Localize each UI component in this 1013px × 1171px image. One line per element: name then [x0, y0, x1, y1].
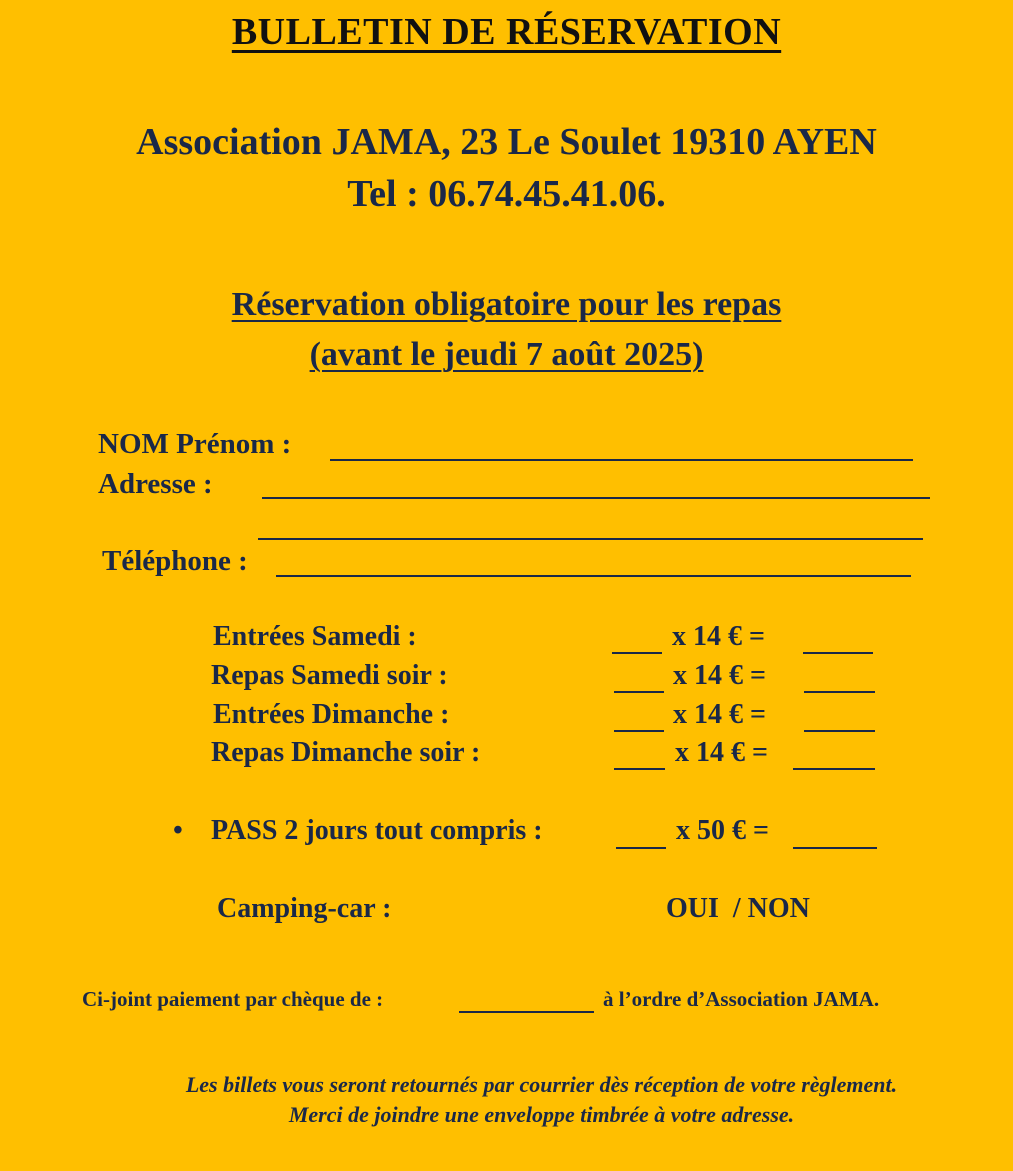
payment-amount-field[interactable] — [459, 1011, 594, 1013]
item-price: x 14 € = — [672, 621, 765, 652]
item-total-field[interactable] — [803, 652, 873, 654]
notice-line-2: (avant le jeudi 7 août 2025) — [309, 336, 704, 373]
association-phone: Tel : 06.74.45.41.06. — [347, 173, 666, 215]
item-label: Repas Dimanche soir : — [211, 737, 481, 768]
form-title: BULLETIN DE RÉSERVATION — [231, 11, 782, 53]
phone-label: Téléphone : — [102, 545, 248, 577]
item-total-field[interactable] — [793, 768, 875, 770]
item-quantity-field[interactable] — [612, 652, 662, 654]
name-field[interactable] — [330, 459, 913, 461]
payment-suffix: à l’ordre d’Association JAMA. — [603, 987, 880, 1011]
item-label: Entrées Dimanche : — [213, 699, 450, 730]
pass-label: PASS 2 jours tout compris : — [211, 815, 543, 846]
item-quantity-field[interactable] — [614, 691, 664, 693]
item-total-field[interactable] — [804, 730, 875, 732]
bullet-icon: • — [173, 815, 183, 846]
footer-note-line-2: Merci de joindre une enveloppe timbrée à votre adresse. — [288, 1102, 795, 1127]
name-label: NOM Prénom : — [98, 428, 292, 460]
item-price: x 14 € = — [675, 737, 768, 768]
item-price: x 14 € = — [673, 660, 766, 691]
pass-quantity-field[interactable] — [616, 847, 666, 849]
notice-line-1: Réservation obligatoire pour les repas — [231, 286, 782, 323]
item-label: Entrées Samedi : — [213, 621, 417, 652]
item-price: x 14 € = — [673, 699, 766, 730]
pass-price: x 50 € = — [676, 815, 769, 846]
phone-field[interactable] — [276, 575, 911, 577]
camping-label: Camping-car : — [217, 893, 392, 924]
footer-note-line-1: Les billets vous seront retournés par courrier dès réception de votre règlement. — [185, 1072, 898, 1097]
item-quantity-field[interactable] — [614, 730, 664, 732]
address-label: Adresse : — [98, 468, 213, 500]
address-field-line-2[interactable] — [258, 538, 923, 540]
item-quantity-field[interactable] — [614, 768, 665, 770]
item-total-field[interactable] — [804, 691, 875, 693]
camping-options[interactable]: OUI / NON — [666, 893, 810, 924]
item-label: Repas Samedi soir : — [211, 660, 448, 691]
association-address: Association JAMA, 23 Le Soulet 19310 AYEN — [136, 121, 877, 163]
payment-prefix: Ci-joint paiement par chèque de : — [82, 987, 384, 1011]
pass-total-field[interactable] — [793, 847, 877, 849]
address-field-line-1[interactable] — [262, 497, 930, 499]
